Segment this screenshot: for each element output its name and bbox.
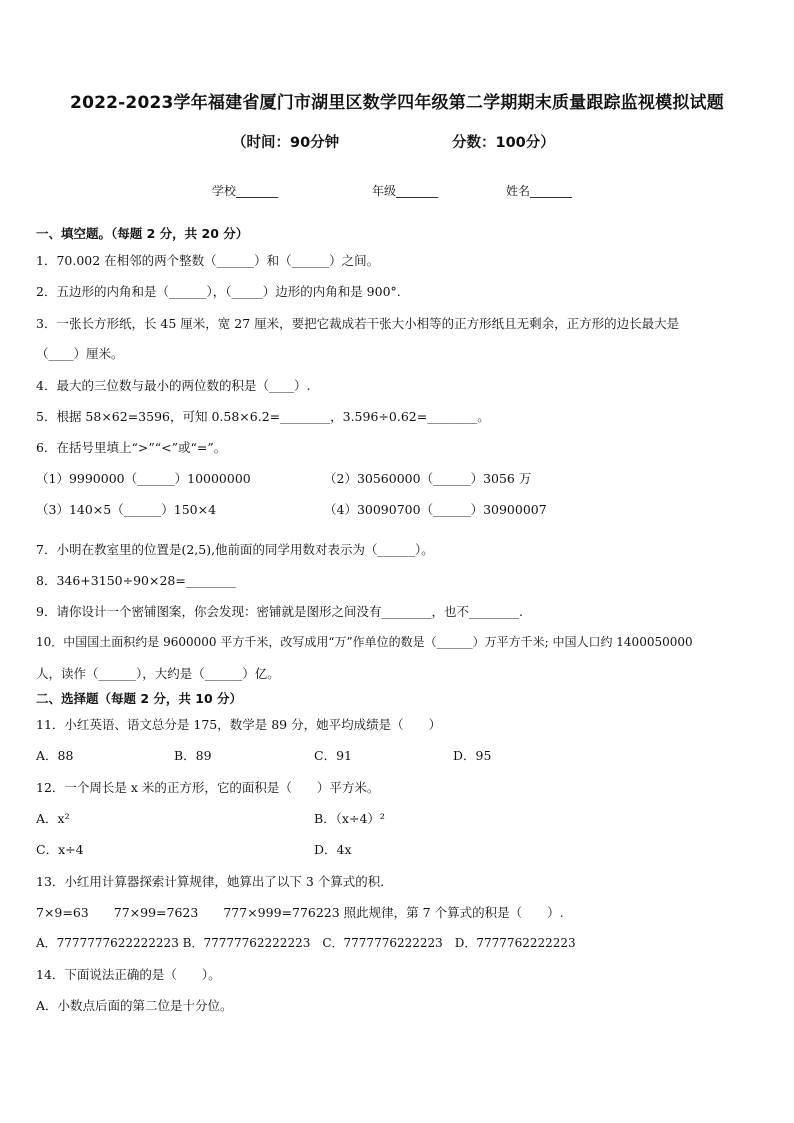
question-13: 13．小红用计算器探索计算规律，她算出了以下 3 个算式的积．	[36, 874, 393, 889]
exam-score: 分数：100分）	[452, 135, 555, 151]
question-10-cont: 人，读作（______），大约是（______）亿。	[36, 666, 280, 681]
section-heading-choice: 二、选择题（每题 2 分，共 10 分）	[36, 691, 243, 706]
q11-option-b: B．89	[174, 748, 212, 763]
q11-option-c: C．91	[314, 748, 352, 763]
question-6-1: （1）9990000（______）10000000	[36, 471, 251, 486]
grade-field[interactable]: 年级_______	[372, 184, 439, 198]
question-6: 6．在括号里填上“>”“<”或“=”。	[36, 440, 227, 455]
q11-option-a: A．88	[36, 748, 74, 763]
question-1: 1．70.002 在相邻的两个整数（______）和（______）之间。	[36, 253, 380, 268]
question-6-4: （4）30090700（______）30900007	[324, 502, 547, 517]
question-8: 8．346+3150÷90×28=________	[36, 573, 236, 588]
q12-option-d: D．4x	[314, 842, 352, 857]
question-2: 2．五边形的内角和是（______），（_____）边形的内角和是 900°.	[36, 284, 401, 299]
q12-option-a: A．x²	[36, 811, 70, 826]
q11-option-d: D．95	[453, 748, 492, 763]
page-title: 2022-2023学年福建省厦门市湖里区数学四年级第二学期期末质量跟踪监视模拟试题	[70, 93, 724, 113]
exam-time: （时间：90分钟	[232, 135, 340, 151]
question-5: 5．根据 58×62=3596，可知 0.58×6.2=________，3.596÷0.62=________。	[36, 409, 490, 424]
q14-option-a: A．小数点后面的第二位是十分位。	[36, 998, 233, 1013]
q13-options: A．7777777622222223 B．77777762222223 C．7777776222223 D．7777762222223	[36, 936, 576, 950]
question-10: 10．中国国土面积约是 9600000 平方千米，改写成用“万”作单位的数是（______）万平方千米; 中国人口约 1400050000	[36, 635, 693, 649]
name-field[interactable]: 姓名_______	[506, 184, 573, 198]
question-3-cont: （____）厘米。	[36, 346, 124, 361]
question-13-cont: 7×9=63 77×99=7623 777×999=776223 照此规律，第 7 个算式的积是（ ）.	[36, 905, 564, 920]
section-heading-fill: 一、填空题。（每题 2 分，共 20 分）	[36, 226, 249, 241]
question-4: 4．最大的三位数与最小的两位数的积是（____）.	[36, 378, 311, 393]
question-6-3: （3）140×5（______）150×4	[36, 502, 217, 517]
question-9: 9．请你设计一个密铺图案，你会发现：密铺就是图形之间没有________，也不________.	[36, 604, 523, 619]
question-14: 14．下面说法正确的是（ ）。	[36, 967, 221, 982]
question-6-2: （2）30560000（______）3056 万	[324, 471, 532, 486]
q12-option-c: C．x÷4	[36, 842, 84, 857]
question-3: 3．一张长方形纸，长 45 厘米，宽 27 厘米，要把它裁成若干张大小相等的正方形纸且无剩余，正方形的边长最大是	[36, 316, 680, 331]
question-12: 12．一个周长是 x 米的正方形，它的面积是（ ）平方米。	[36, 780, 380, 795]
question-7: 7．小明在教室里的位置是(2,5),他前面的同学用数对表示为（______）。	[36, 542, 434, 557]
school-field[interactable]: 学校_______	[212, 184, 279, 198]
q12-option-b: B．（x÷4）²	[314, 811, 385, 826]
question-11: 11．小红英语、语文总分是 175，数学是 89 分，她平均成绩是（ ）	[36, 717, 442, 732]
